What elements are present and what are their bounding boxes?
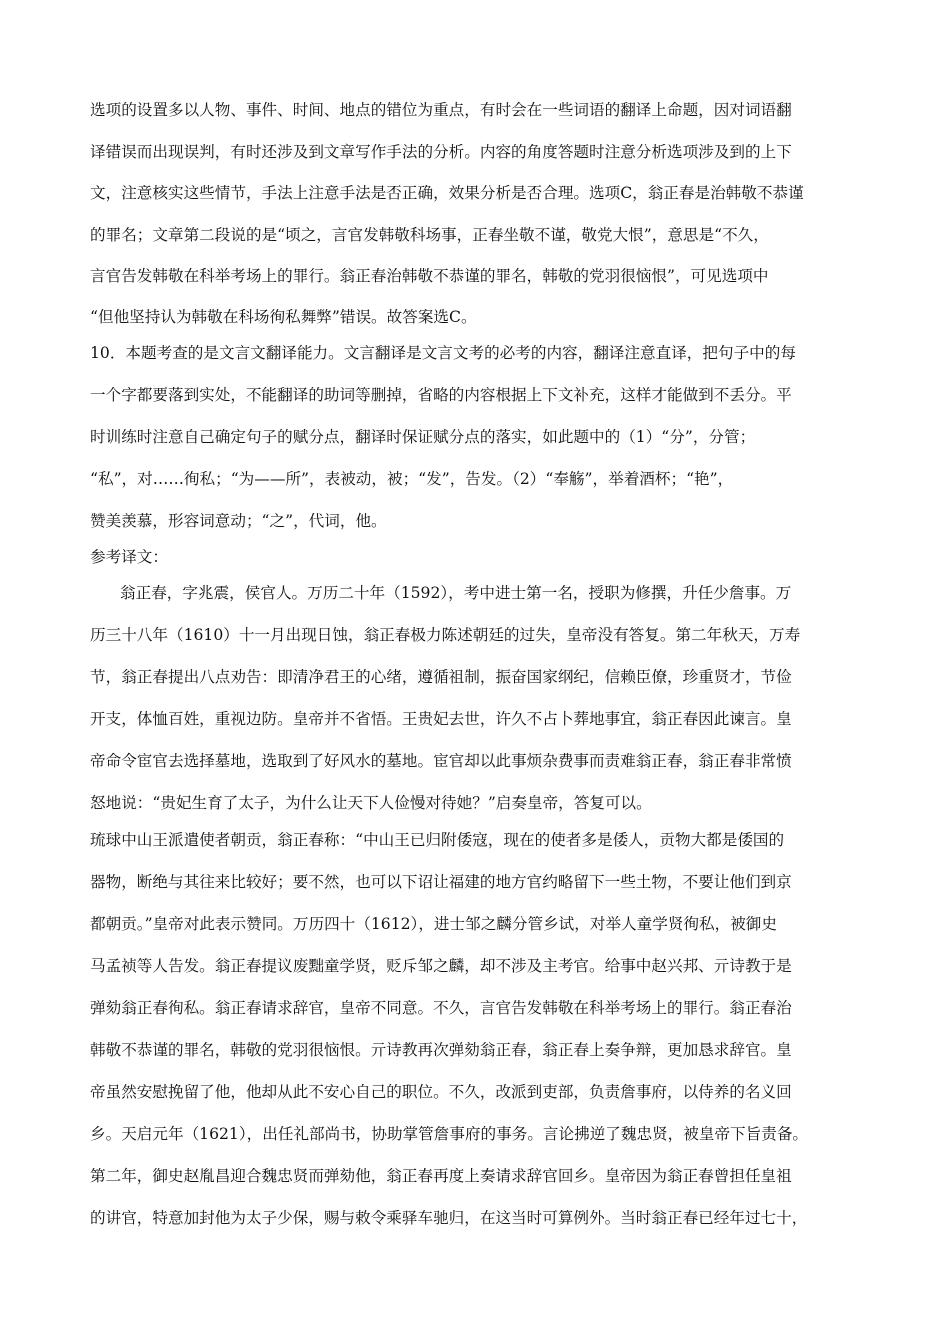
text-line: 帝虽然安慰挽留了他，他却从此不安心自己的职位。不久，改派到吏部，负责詹事府，以侍养的名义回 xyxy=(90,1083,792,1101)
text-line: 弹劾翁正春徇私。翁正春请求辞官，皇帝不同意。不久，言官告发韩敬在科举考场上的罪行。翁正春治 xyxy=(90,999,792,1017)
text-line: 一个字都要落到实处，不能翻译的助词等删掉，省略的内容根据上下文补充，这样才能做到不丢分。平 xyxy=(90,386,792,404)
text-line: 文，注意核实这些情节，手法上注意手法是否正确，效果分析是否合理。选项C，翁正春是治韩敬不恭谨 xyxy=(90,184,804,202)
text-line: “私”，对……徇私；“为——所”，表被动，被；“发”，告发。（2）“奉觞”，举着酒杯；“艳”， xyxy=(90,470,734,488)
text-line: 帝命令宦官去选择墓地，选取到了好风水的墓地。宦官却以此事烦杂费事而责难翁正春，翁正春非常愤 xyxy=(90,752,792,770)
text-line: 翁正春，字兆震，侯官人。万历二十年（1592），考中进士第一名，授职为修撰，升任少詹事。万 xyxy=(120,584,792,602)
section-heading: 参考译文： xyxy=(90,548,168,566)
text-line: 赞美羡慕，形容词意动；“之”，代词，他。 xyxy=(90,512,387,530)
text-line: 言官告发韩敬在科举考场上的罪行。翁正春治韩敬不恭谨的罪名，韩敬的党羽很恼恨”，可见选项中 xyxy=(90,267,769,285)
text-line: 节，翁正春提出八点劝告：即清净君王的心绪，遵循祖制，振奋国家纲纪，信赖臣僚，珍重贤才，节俭 xyxy=(90,668,792,686)
text-line: 10．本题考查的是文言文翻译能力。文言翻译是文言文考的必考的内容，翻译注意直译，把句子中的每 xyxy=(90,344,796,362)
text-line: 的罪名；文章第二段说的是“顷之，言官发韩敬科场事，正春坐敬不谨，敬党大恨”，意思是“不久， xyxy=(90,226,769,244)
text-line: 开支，体恤百姓，重视边防。皇帝并不省悟。王贵妃去世，许久不占卜葬地事宜，翁正春因此谏言。皇 xyxy=(90,710,792,728)
text-line: 怒地说：“贵妃生育了太子，为什么让天下人俭慢对待她？”启奏皇帝，答复可以。 xyxy=(90,794,652,812)
text-line: 乡。天启元年（1621），出任礼部尚书，协助掌管詹事府的事务。言论拂逆了魏忠贤，被皇帝下旨责备。 xyxy=(90,1125,809,1143)
text-line: 器物，断绝与其往来比较好；要不然，也可以下诏让福建的地方官约略留下一些土物，不要让他们到京 xyxy=(90,873,792,891)
text-line: 都朝贡。”皇帝对此表示赞同。万历四十（1612），进士邹之麟分管乡试，对举人童学贤徇私，被御史 xyxy=(90,915,777,933)
text-line: 的讲官，特意加封他为太子少保，赐与敕令乘驿车驰归，在这当时可算例外。当时翁正春已经年过七十， xyxy=(90,1209,808,1227)
text-line: 历三十八年（1610）十一月出现日蚀，翁正春极力陈述朝廷的过失，皇帝没有答复。第二年秋天，万寿 xyxy=(90,626,801,644)
text-line: 选项的设置多以人物、事件、时间、地点的错位为重点，有时会在一些词语的翻译上命题，因对词语翻 xyxy=(90,101,792,119)
text-line: 琉球中山王派遣使者朝贡，翁正春称：“中山王已归附倭寇，现在的使者多是倭人，贡物大都是倭国的 xyxy=(90,831,785,849)
text-line: 时训练时注意自己确定句子的赋分点，翻译时保证赋分点的落实，如此题中的（1）“分”，分管； xyxy=(90,428,756,446)
text-line: 韩敬不恭谨的罪名，韩敬的党羽很恼恨。亓诗教再次弹劾翁正春，翁正春上奏争辩，更加恳求辞官。皇 xyxy=(90,1041,792,1059)
text-line: 第二年，御史赵胤昌迎合魏忠贤而弹劾他，翁正春再度上奏请求辞官回乡。皇帝因为翁正春曾担任皇祖 xyxy=(90,1167,792,1185)
text-line: 译错误而出现误判，有时还涉及到文章写作手法的分析。内容的角度答题时注意分析选项涉及到的上下 xyxy=(90,143,792,161)
text-line: 马孟祯等人告发。翁正春提议废黜童学贤，贬斥邹之麟，却不涉及主考官。给事中赵兴邦、亓诗教于是 xyxy=(90,957,792,975)
text-line: “但他坚持认为韩敬在科场徇私舞弊”错误。故答案选C。 xyxy=(90,308,477,326)
